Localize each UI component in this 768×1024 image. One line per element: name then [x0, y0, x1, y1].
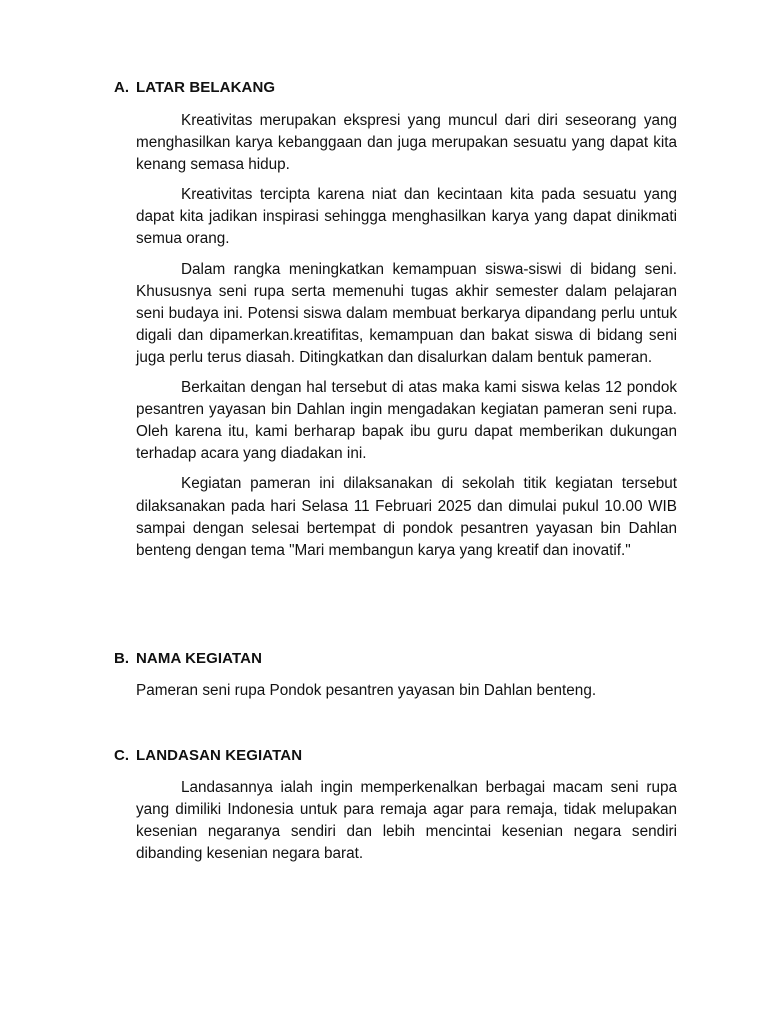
section-landasan-kegiatan — [114, 745, 677, 865]
section-body — [114, 680, 677, 702]
paragraph: Landasannya ialah ingin memperkenalkan berbagai macam seni rupa yang dimiliki Indonesia untuk para remaja agar para remaja, tidak melupakan kesenian negaranya sendiri dan lebih mencintai kesenian negara sendiri dibanding kesenian negara barat. — [136, 779, 677, 863]
section-letter: A. — [114, 79, 130, 96]
section-body — [114, 110, 677, 562]
section-heading — [114, 745, 677, 767]
paragraph: Dalam rangka meningkatkan kemampuan siswa-siswi di bidang seni. Khususnya seni rupa serta memenuhi tugas akhir semester dalam pelajaran seni budaya ini. Potensi siswa dalam membuat berkarya dipandang perlu untuk digali dan dipamerkan.kreatifitas, kemampuan dan bakat siswa di bidang seni juga perlu terus diasah. Ditingkatkan dan disalurkan dalam bentuk pameran. — [136, 260, 677, 366]
paragraph: Kreativitas merupakan ekspresi yang muncul dari diri seseorang yang menghasilkan karya kebanggaan dan juga merupakan sesuatu yang dapat kita kenang semasa hidup. — [136, 112, 677, 174]
section-heading — [114, 648, 677, 670]
paragraph: Pameran seni rupa Pondok pesantren yayasan bin Dahlan benteng. — [136, 682, 597, 699]
paragraph: Berkaitan dengan hal tersebut di atas maka kami siswa kelas 12 pondok pesantren yayasan bin Dahlan ingin mengadakan kegiatan pameran seni rupa. Oleh karena itu, kami berharap bapak ibu guru dapat memberikan dukungan terhadap acara yang diadakan ini. — [136, 379, 677, 463]
section-title: NAMA KEGIATAN — [136, 650, 263, 667]
section-title: LATAR BELAKANG — [136, 79, 276, 96]
section-letter: B. — [114, 650, 130, 667]
section-latar-belakang — [114, 77, 677, 562]
paragraph: Kegiatan pameran ini dilaksanakan di sekolah titik kegiatan tersebut dilaksanakan pada hari Selasa 11 Februari 2025 dan dimulai pukul 10.00 WIB sampai dengan selesai bertempat di pondok pesantren yayasan bin Dahlan benteng dengan tema "Mari membangun karya yang kreatif dan inovatif." — [136, 475, 677, 559]
section-title: LANDASAN KEGIATAN — [136, 747, 303, 764]
section-letter: C. — [114, 747, 130, 764]
section-nama-kegiatan — [114, 648, 677, 702]
paragraph: Kreativitas tercipta karena niat dan kecintaan kita pada sesuatu yang dapat kita jadikan inspirasi sehingga menghasilkan karya yang dapat dinikmati semua orang. — [136, 186, 677, 248]
section-heading — [114, 77, 677, 99]
section-body — [114, 777, 677, 865]
